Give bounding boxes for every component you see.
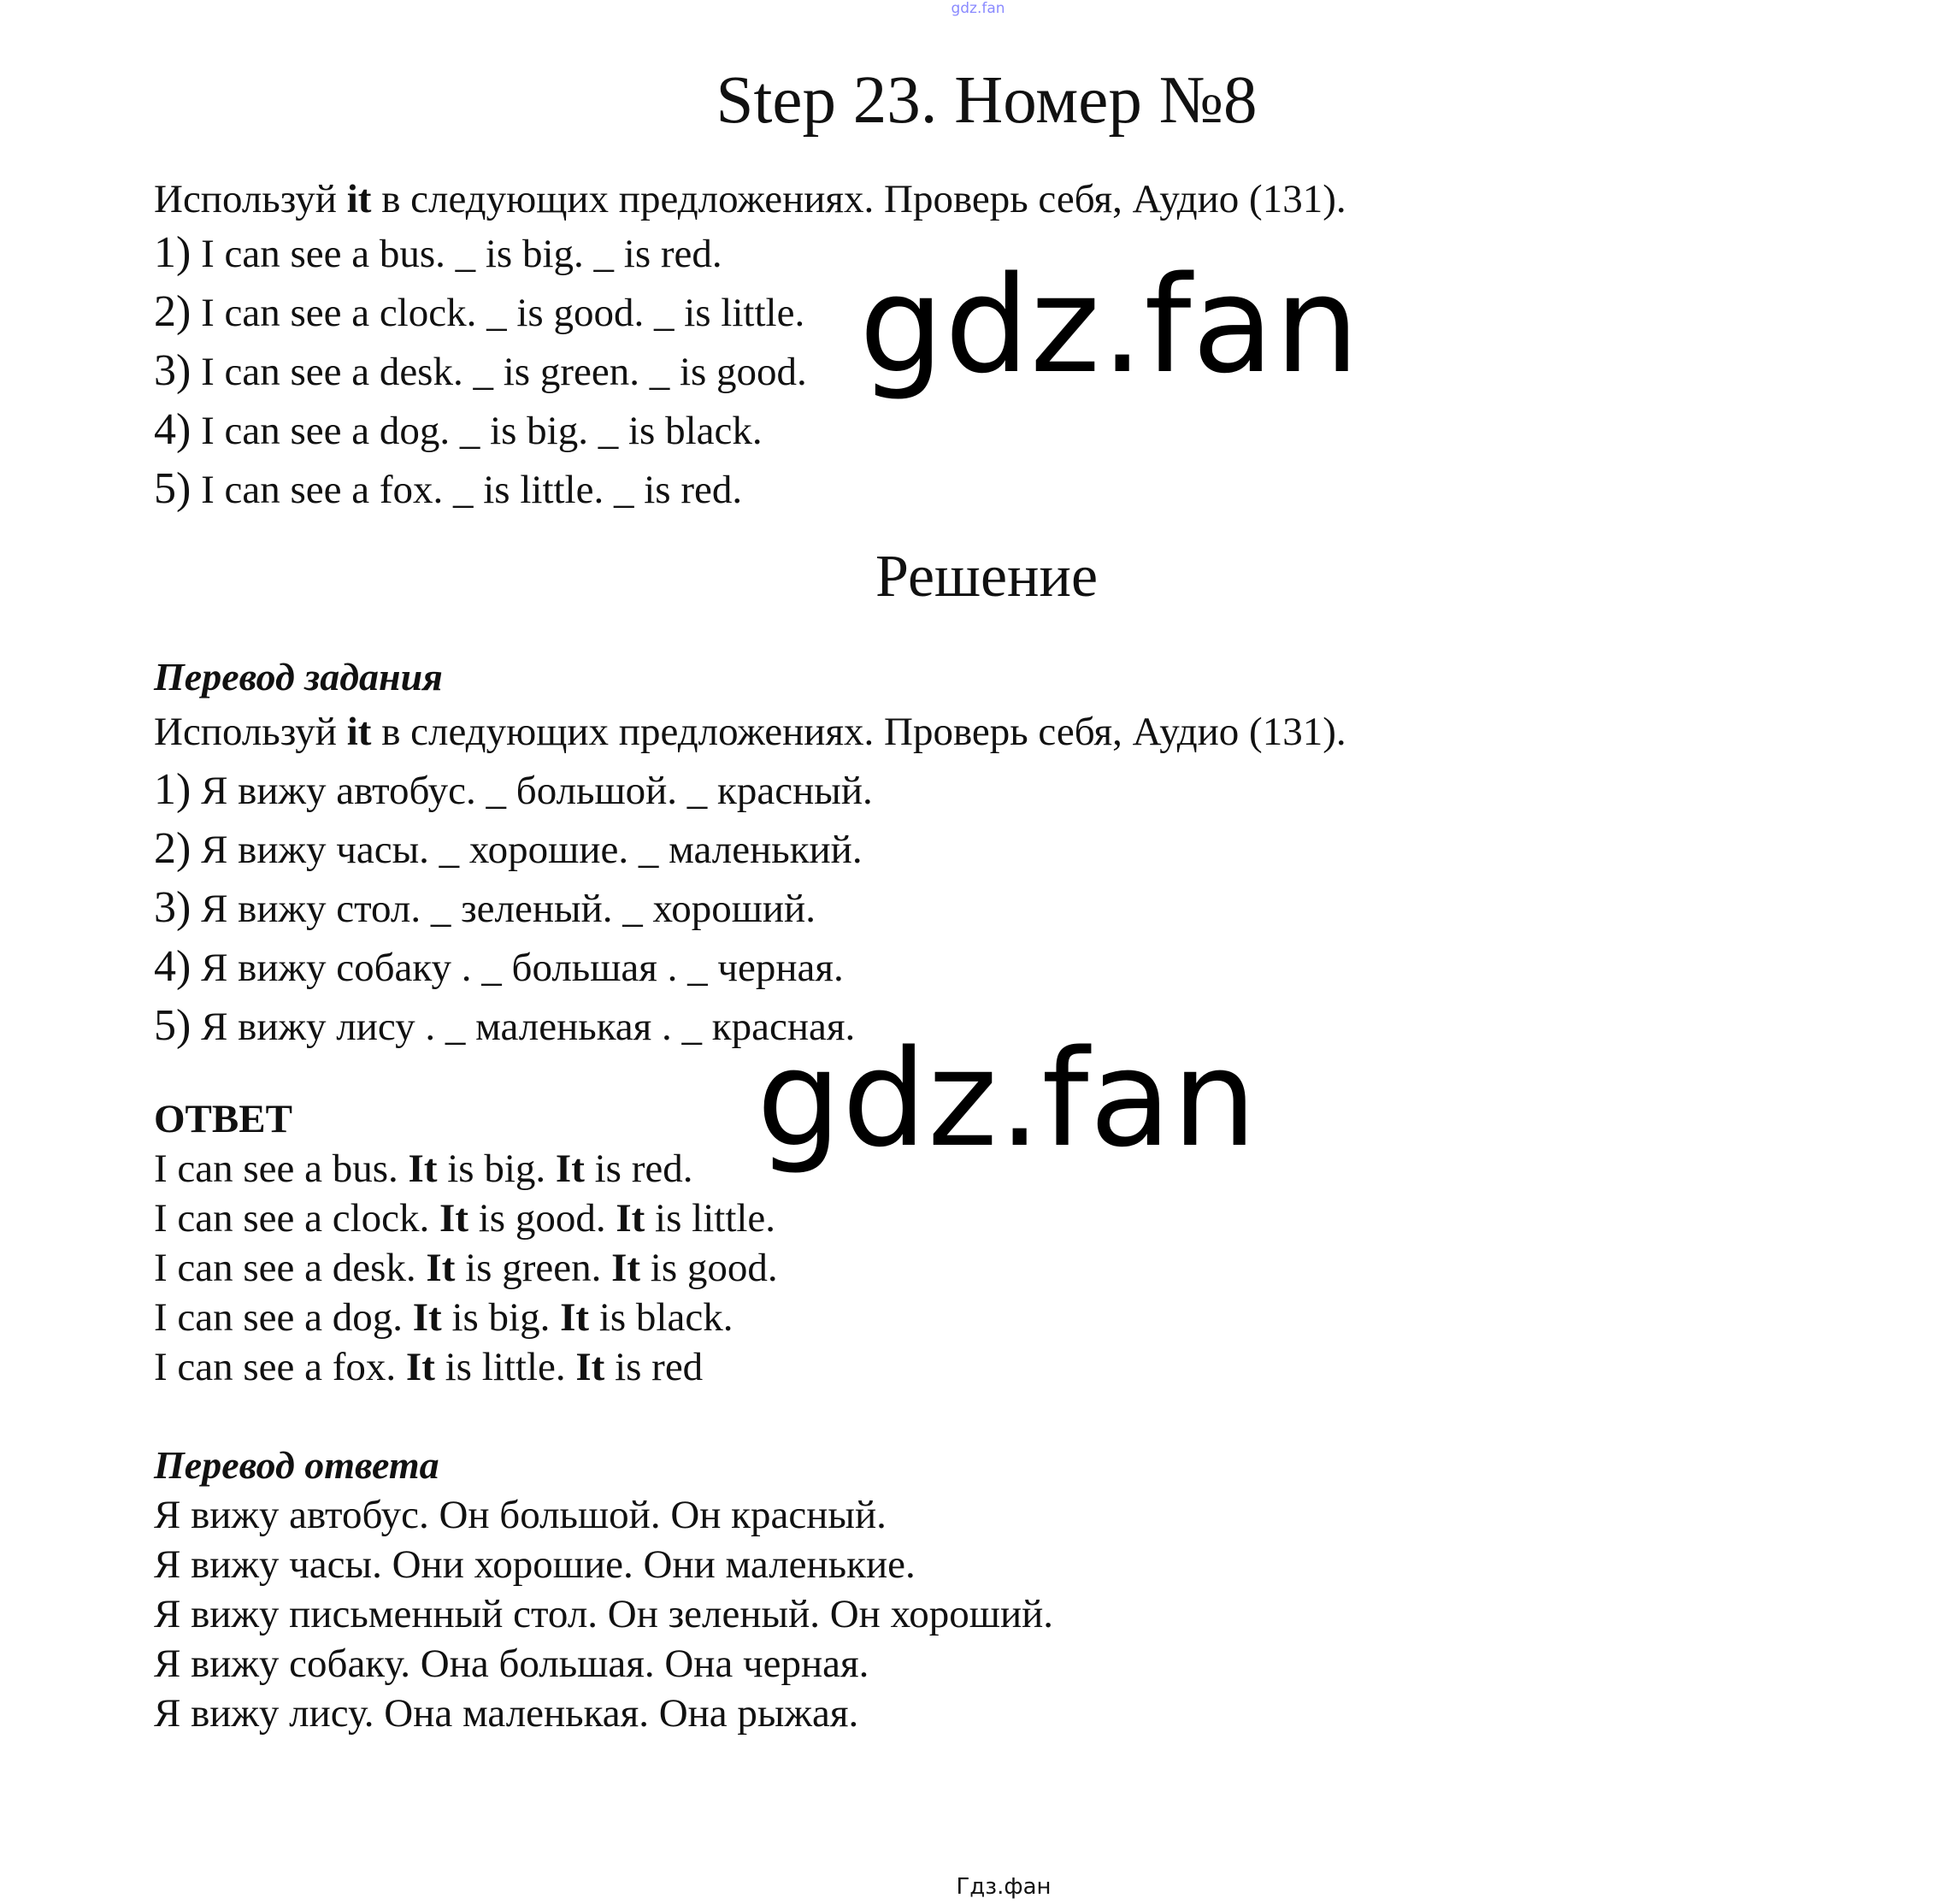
watermark: gdz.fan: [757, 1021, 1258, 1176]
answer-line: I can see a clock. It is good. It is little.: [154, 1196, 776, 1241]
answer-translation-block: [154, 1441, 1053, 1738]
answer-heading: ОТВЕТ: [154, 1097, 292, 1141]
answer-translation-line: Я вижу автобус. Он большой. Он красный.: [154, 1493, 887, 1537]
answer-translation-line: Я вижу собаку. Она большая. Она черная.: [154, 1642, 869, 1686]
answer-translation-heading: Перевод ответа: [154, 1443, 439, 1487]
answer-translation-line: Я вижу лису. Она маленькая. Она рыжая.: [154, 1691, 859, 1736]
translation-item: 5) Я вижу лису . _ маленькая . _ красная.: [154, 1001, 856, 1050]
answer-block: [154, 1094, 778, 1392]
answer-line: I can see a fox. It is little. It is red: [154, 1345, 704, 1389]
task-item: 3) I can see a desk. _ is green. _ is good.: [154, 346, 807, 395]
task-item: 2) I can see a clock. _ is good. _ is little.: [154, 287, 805, 336]
task-intro: Используй it в следующих предложениях. Проверь себя, Аудио (131).: [154, 177, 1346, 221]
answer-line: I can see a bus. It is big. It is red.: [154, 1147, 693, 1191]
translation-item: 4) Я вижу собаку . _ большая . _ черная.: [154, 942, 844, 991]
task-translation-block: [154, 651, 1346, 1056]
watermark: gdz.fan: [859, 247, 1360, 403]
translation-item: 2) Я вижу часы. _ хорошие. _ маленький.: [154, 824, 863, 873]
answer-line: I can see a dog. It is big. It is black.: [154, 1295, 734, 1340]
header-watermark: gdz.fan: [951, 0, 1005, 17]
answer-line: I can see a desk. It is green. It is good.: [154, 1246, 778, 1290]
task-translation-heading: Перевод задания: [154, 655, 443, 699]
translation-intro: Используй it в следующих предложениях. Проверь себя, Аудио (131).: [154, 710, 1346, 754]
task-item: 4) I can see a dog. _ is big. _ is black.: [154, 405, 763, 454]
page-title: Step 23. Номер №8: [716, 63, 1258, 138]
task-item: 5) I can see a fox. _ is little. _ is red.: [154, 464, 743, 513]
task-item: 1) I can see a bus. _ is big. _ is red.: [154, 228, 722, 277]
translation-item: 1) Я вижу автобус. _ большой. _ красный.: [154, 765, 873, 814]
answer-translation-line: Я вижу письменный стол. Он зеленый. Он хороший.: [154, 1592, 1054, 1636]
footer-watermark: Гдз.фан: [956, 1874, 1052, 1900]
answer-translation-line: Я вижу часы. Они хорошие. Они маленькие.: [154, 1542, 916, 1587]
solution-title: Решение: [875, 544, 1099, 610]
translation-item: 3) Я вижу стол. _ зеленый. _ хороший.: [154, 883, 816, 932]
